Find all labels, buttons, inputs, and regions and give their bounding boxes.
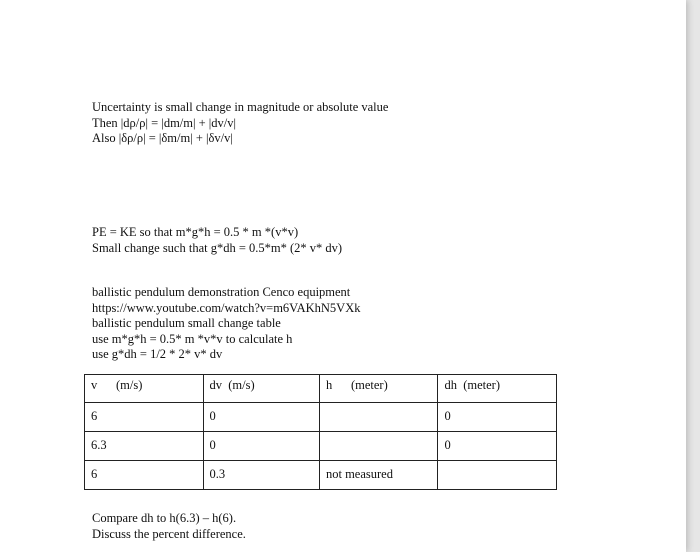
table-row <box>85 432 557 461</box>
table-cell: 0 <box>438 432 557 461</box>
energy-section <box>92 225 342 256</box>
uncertainty-section <box>92 100 388 147</box>
ballistic-line: ballistic pendulum demonstration Cenco equipment <box>92 285 351 299</box>
small-change-table <box>84 374 557 490</box>
table-cell: 6 <box>85 461 204 490</box>
table-cell: 0 <box>203 403 319 432</box>
uncertainty-line: Also |δρ/ρ| = |δm/m| + |δv/v| <box>92 131 233 145</box>
header-cell-h: h (meter) <box>319 375 438 403</box>
table-cell <box>438 461 557 490</box>
table-cell <box>319 403 438 432</box>
table-cell: 0 <box>203 432 319 461</box>
energy-line: PE = KE so that m*g*h = 0.5 * m *(v*v) <box>92 225 299 239</box>
table-row <box>85 403 557 432</box>
table-cell: 6 <box>85 403 204 432</box>
ballistic-line: use m*g*h = 0.5* m *v*v to calculate h <box>92 331 293 346</box>
ballistic-section <box>92 285 360 363</box>
header-cell-dv: dv (m/s) <box>203 375 319 403</box>
table-header-row <box>85 375 557 403</box>
ballistic-url-link[interactable]: https://www.youtube.com/watch?v=m6VAKhN5VXk <box>92 300 361 315</box>
table-row <box>85 461 557 490</box>
ballistic-line: ballistic pendulum small change table <box>92 316 281 330</box>
uncertainty-line: Uncertainty is small change in magnitude or absolute value <box>92 100 389 114</box>
compare-section <box>92 511 246 542</box>
uncertainty-line: Then |dρ/ρ| = |dm/m| + |dv/v| <box>92 115 237 130</box>
compare-line: Discuss the percent difference. <box>92 526 246 541</box>
ballistic-line: use g*dh = 1/2 * 2* v* dv <box>92 347 223 361</box>
table-cell: 0.3 <box>203 461 319 490</box>
table-cell: 0 <box>438 403 557 432</box>
header-cell-v: v (m/s) <box>85 375 204 403</box>
table-cell: 6.3 <box>85 432 204 461</box>
header-cell-dh: dh (meter) <box>438 375 557 403</box>
table-cell <box>319 432 438 461</box>
energy-line: Small change such that g*dh = 0.5*m* (2* v* dv) <box>92 240 343 255</box>
compare-line: Compare dh to h(6.3) – h(6). <box>92 511 237 525</box>
table-cell: not measured <box>319 461 438 490</box>
